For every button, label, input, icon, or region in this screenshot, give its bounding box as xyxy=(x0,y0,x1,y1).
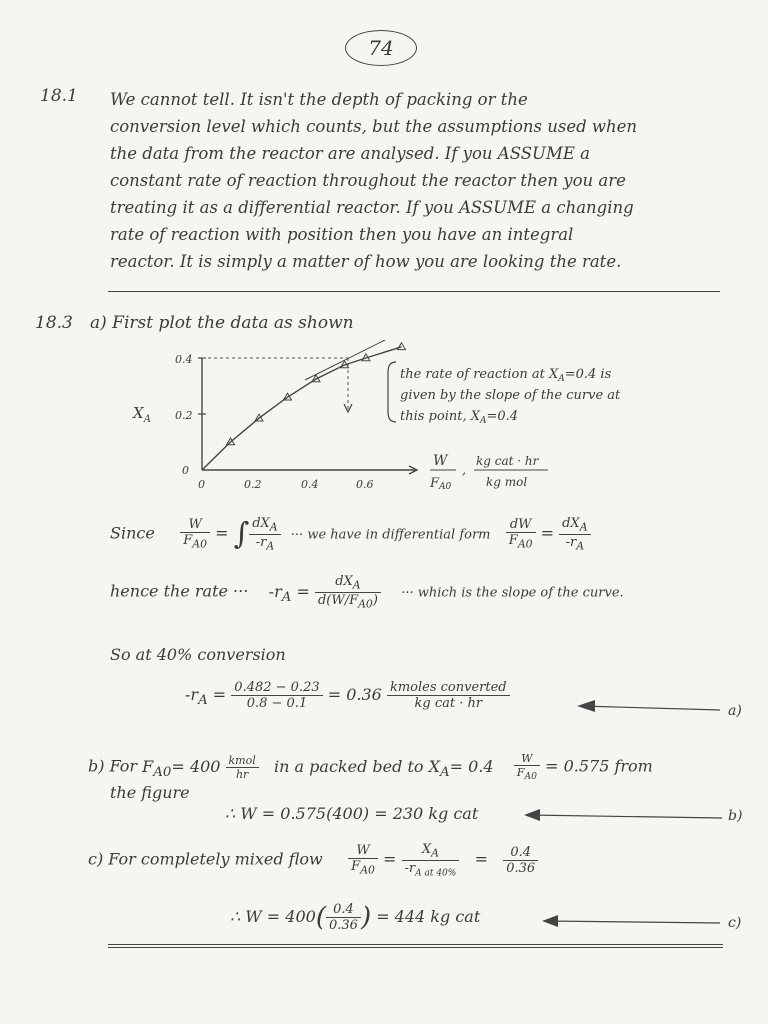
problem-18-3-label: 18.3 xyxy=(35,313,73,333)
hence-equation xyxy=(110,574,624,610)
part-c-label: c) For completely mixed flow xyxy=(88,849,323,869)
data-point-7 xyxy=(398,343,406,350)
part-b-fa0: $F_{A0}= 400$ xyxy=(142,756,221,780)
hence-frac: $\frac{dX_A}{d(W/F_{A0})}$ xyxy=(315,574,381,610)
annotation-bracket xyxy=(388,362,396,422)
x-tick-label-06: 0.6 xyxy=(356,478,374,491)
diff-lhs-frac: $\frac{dW}{F_{A0}}$ xyxy=(506,517,536,551)
conversion-plot xyxy=(120,340,720,510)
answer-c-tag: c) xyxy=(728,915,742,931)
x-label-den: FA0 xyxy=(430,476,452,492)
p181-line-1: We cannot tell. It isn't the depth of packing or the xyxy=(110,90,528,109)
hence-suffix: ··· which is the slope of the curve. xyxy=(401,585,624,601)
part-c-calc-frac: $\frac{0.4}{0.36}$ xyxy=(326,902,361,933)
part-c-line: c) For completely mixed flow $\frac{W}{F_{A0}}$ = $\frac{X_A}{-r_{A at 40\%}}$ = $\frac{0.4}{0.36}$ xyxy=(88,842,538,878)
annotation-line-1: the rate of reaction at $X_A=0.4$ is xyxy=(400,367,612,384)
x-units-den: kg mol xyxy=(486,475,528,489)
part-b-label: b) For xyxy=(88,756,138,776)
part-b-calc: ∴ W = 0.575(400) = 230 kg cat xyxy=(225,804,479,823)
y-tick-label-0: 0 xyxy=(182,464,189,477)
answer-a-arrow xyxy=(575,696,725,718)
p181-line-7: reactor. It is simply a matter of how you are looking the rate. xyxy=(110,252,622,271)
p181-line-5: treating it as a differential reactor. If you ASSUME a changing xyxy=(110,198,634,217)
part-c-calc: ∴ W = 400( $\frac{0.4}{0.36}$ ) = 444 kg cat xyxy=(230,902,481,933)
annotation-line-2: given by the slope of the curve at xyxy=(400,388,621,403)
conversion-curve xyxy=(202,347,402,470)
hence-prefix: hence the rate ··· xyxy=(110,581,249,601)
rate-units: $\frac{\text{kmoles converted}}{\text{kg cat · hr}}$ xyxy=(387,680,510,711)
since-middle: ··· we have in differential form xyxy=(290,527,491,543)
part-c-calc-suffix: = 444 kg cat xyxy=(376,907,481,926)
x-label-comma: , xyxy=(462,463,467,478)
tangent-line xyxy=(305,340,385,380)
problem-18-1-text xyxy=(110,86,720,275)
part-c-calc-prefix: ∴ W = 400 xyxy=(230,907,316,926)
page-number: 74 xyxy=(345,30,417,66)
answer-b-arrow xyxy=(522,806,727,826)
part-a-intro: a) First plot the data as shown xyxy=(90,313,354,333)
x-tick-label-02: 0.2 xyxy=(244,478,262,491)
part-b-line-1 xyxy=(88,752,653,782)
part-c-lhs-frac: $\frac{W}{F_{A0}}$ xyxy=(348,843,378,877)
since-lhs-frac: $\frac{W}{F_{A0}}$ xyxy=(180,517,210,551)
part-b-w-frac: $\frac{W}{F_{A0}}$ xyxy=(514,752,540,782)
x-tick-label-04: 0.4 xyxy=(301,478,319,491)
y-axis-label: $X_A$ xyxy=(133,404,151,425)
since-word: Since xyxy=(110,523,155,543)
so-at-text: So at 40% conversion xyxy=(110,645,286,664)
p181-line-2: conversion level which counts, but the assumptions used when xyxy=(110,117,638,136)
rate-lhs: $-r_A$ = xyxy=(185,685,227,709)
annotation-line-3: this point, $X_A=0.4$ xyxy=(400,409,519,426)
rate-result: = 0.36 xyxy=(327,685,382,704)
divider-2 xyxy=(108,944,723,945)
part-c-rhs-frac: $\frac{0.4}{0.36}$ xyxy=(503,845,538,876)
part-b-text: in a packed bed to $X_A= 0.4$ xyxy=(274,756,494,780)
y-tick-label-04: 0.4 xyxy=(175,353,193,366)
part-b-w-value: = 0.575 from xyxy=(545,756,653,776)
since-equation: Since $\frac{W}{F_{A0}}$ = ∫ $\frac{dX_A}{-r_A}$ ··· we have in differential form $\frac{dW}{F_{A0}}$ = $\frac{dX_A}{-r_A}$ xyxy=(110,516,591,552)
rate-calculation xyxy=(185,680,510,711)
part-b-line-2: the figure xyxy=(110,783,190,802)
answer-c-arrow xyxy=(540,912,725,932)
divider-1 xyxy=(108,291,720,292)
diff-rhs-frac: $\frac{dX_A}{-r_A}$ xyxy=(559,516,590,552)
plot-area xyxy=(202,343,406,470)
hence-lhs: $-r_A$ = xyxy=(268,581,310,605)
answer-b-tag: b) xyxy=(728,808,743,824)
answer-a-tag: a) xyxy=(728,703,742,719)
y-tick-label-02: 0.2 xyxy=(175,409,193,422)
problem-18-1-label: 18.1 xyxy=(40,86,78,106)
rate-frac: $\frac{0.482 - 0.23}{0.8 - 0.1}$ xyxy=(231,680,322,711)
part-c-mid-frac: $\frac{X_A}{-r_{A at 40\%}}$ xyxy=(402,842,460,878)
p181-line-6: rate of reaction with position then you have an integral xyxy=(110,225,574,244)
p181-line-3: the data from the reactor are analysed. If you ASSUME a xyxy=(110,144,590,163)
x-units-num: kg cat · hr xyxy=(476,454,539,468)
divider-3 xyxy=(108,947,723,948)
x-tick-label-0: 0 xyxy=(198,478,205,491)
since-int-frac: $\frac{dX_A}{-r_A}$ xyxy=(249,516,280,552)
p181-line-4: constant rate of reaction throughout the reactor then you are xyxy=(110,171,626,190)
part-b-units: $\frac{\text{kmol}}{hr}$ xyxy=(226,754,259,781)
x-label-num: W xyxy=(433,453,448,469)
integral-sign: ∫ xyxy=(233,516,250,552)
